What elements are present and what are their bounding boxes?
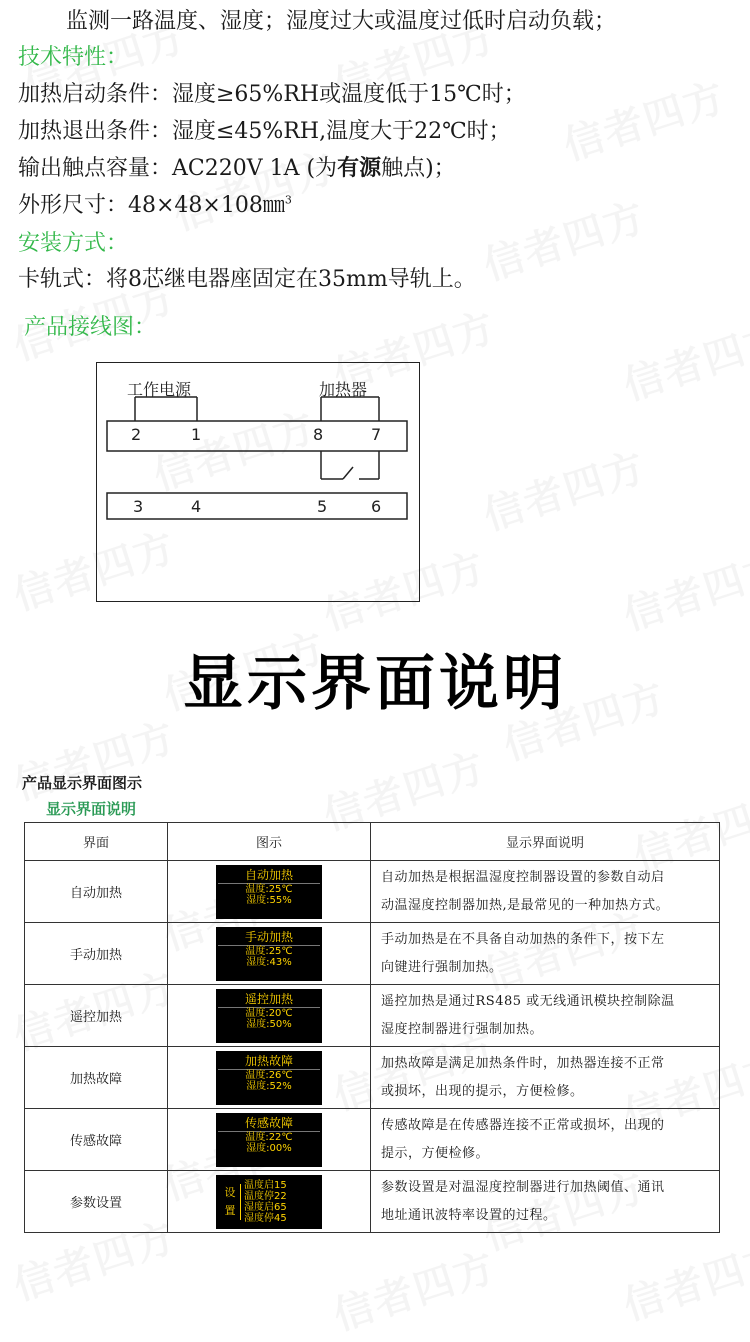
display-screen	[216, 989, 322, 1043]
table-row	[25, 1109, 720, 1171]
description-line: 湿度控制器进行强制加热。	[381, 1021, 544, 1037]
setting-line: 湿度启65	[244, 1201, 287, 1213]
screen-humidity: 湿度:00%	[246, 1142, 292, 1154]
display-screen	[216, 1113, 322, 1167]
screen-humidity: 湿度:50%	[246, 1018, 292, 1030]
description-line: 手动加热是在不具备自动加热的条件下，按下左	[381, 932, 665, 948]
screen-cell	[168, 1047, 371, 1109]
interface-name: 参数设置	[25, 1171, 168, 1233]
intro-text: 监测一路温度、湿度；湿度过大或温度过低时启动负载；	[66, 9, 617, 34]
display-screen	[216, 1175, 322, 1229]
setting-line: 温度停22	[244, 1190, 287, 1202]
screen-cell	[168, 1171, 371, 1233]
screen-settings-label: 设置	[220, 1184, 241, 1220]
spec-output-c: 触点)；	[381, 156, 456, 181]
screen-temperature: 温度:25℃	[245, 883, 293, 895]
section-title: 产品显示界面图示	[22, 774, 143, 792]
column-header: 界面	[25, 823, 168, 861]
pin-label: 4	[191, 497, 202, 516]
pin-label: 3	[133, 497, 144, 516]
watermark-text	[325, 1235, 502, 1341]
contact-switch	[343, 467, 353, 479]
spec-heat-start: 加热启动条件：湿度≥65%RH或温度低于15℃时；	[18, 82, 526, 107]
spec-size-text: 外形尺寸：48×48×108㎜	[18, 193, 285, 218]
pin-label: 5	[317, 497, 328, 516]
screen-title: 加热故障	[218, 1054, 320, 1070]
screen-temperature: 温度:26℃	[245, 1069, 293, 1081]
specs-heading: 技术特性：	[18, 45, 129, 70]
description-cell	[371, 985, 720, 1047]
description-line: 动温湿度控制器加热,是最常见的一种加热方式。	[381, 897, 670, 913]
screen-cell	[168, 985, 371, 1047]
display-screen	[216, 865, 322, 919]
watermark-text	[615, 305, 750, 411]
spec-output	[18, 151, 456, 182]
section-subtitle: 显示界面说明	[46, 800, 137, 818]
install-heading: 安装方式：	[18, 231, 129, 256]
display-screen	[216, 927, 322, 981]
table-header-row	[25, 823, 720, 861]
screen-cell	[168, 1109, 371, 1171]
table-row	[25, 861, 720, 923]
interface-name: 传感故障	[25, 1109, 168, 1171]
screen-title: 传感故障	[218, 1116, 320, 1132]
description-cell	[371, 1171, 720, 1233]
screen-temperature: 温度:22℃	[245, 1131, 293, 1143]
spec-size	[18, 188, 292, 219]
screen-temperature: 温度:20℃	[245, 1007, 293, 1019]
description-line: 遥控加热是通过RS485 或无线通讯模块控制除温	[381, 994, 675, 1010]
spec-output-a: 输出触点容量：AC220V 1A (为	[18, 156, 338, 181]
screen-title: 手动加热	[218, 930, 320, 946]
description-line: 参数设置是对温湿度控制器进行加热阈值、通讯	[381, 1180, 665, 1196]
screen-humidity: 湿度:55%	[246, 894, 292, 906]
description-line: 向键进行强制加热。	[381, 959, 503, 975]
column-header: 显示界面说明	[371, 823, 720, 861]
wiring-diagram	[96, 362, 420, 602]
bottom-terminal-strip	[107, 493, 407, 519]
heater-label: 加热器	[319, 380, 368, 399]
setting-line: 湿度停45	[244, 1212, 287, 1224]
watermark-text	[475, 435, 652, 541]
setting-line: 温度启15	[244, 1179, 287, 1191]
description-cell	[371, 923, 720, 985]
column-header: 图示	[168, 823, 371, 861]
watermark-text	[615, 1225, 750, 1331]
screen-cell	[168, 861, 371, 923]
description-line: 加热故障是满足加热条件时，加热器连接不正常	[381, 1056, 665, 1072]
description-line: 或损坏，出现的提示，方便检修。	[381, 1083, 584, 1099]
interface-name: 加热故障	[25, 1047, 168, 1109]
spec-size-sup: 3	[284, 193, 292, 207]
screen-cell	[168, 923, 371, 985]
pin-label: 8	[313, 425, 324, 444]
table-row	[25, 985, 720, 1047]
display-screen	[216, 1051, 322, 1105]
power-label: 工作电源	[127, 380, 192, 399]
pin-label: 1	[191, 425, 202, 444]
watermark-text	[475, 185, 652, 291]
description-line: 提示，方便检修。	[381, 1145, 490, 1161]
pin-label: 2	[131, 425, 142, 444]
screen-humidity: 湿度:43%	[246, 956, 292, 968]
table-body	[25, 861, 720, 1233]
interface-name: 自动加热	[25, 861, 168, 923]
spec-output-b: 有源	[337, 155, 382, 181]
watermark-text	[555, 65, 732, 171]
description-cell	[371, 861, 720, 923]
table-row	[25, 923, 720, 985]
display-table	[24, 822, 720, 1233]
pin-label: 7	[371, 425, 382, 444]
interface-name: 手动加热	[25, 923, 168, 985]
screen-temperature: 温度:25℃	[245, 945, 293, 957]
spec-heat-stop: 加热退出条件：湿度≤45%RH,温度大于22℃时；	[18, 119, 511, 144]
page-title: 显示界面说明	[183, 649, 567, 719]
pin-label: 6	[371, 497, 382, 516]
interface-name: 遥控加热	[25, 985, 168, 1047]
table-row	[25, 1171, 720, 1233]
description-cell	[371, 1109, 720, 1171]
install-text: 卡轨式：将8芯继电器座固定在35mm导轨上。	[18, 267, 476, 292]
watermark-text	[615, 535, 750, 641]
description-cell	[371, 1047, 720, 1109]
screen-title: 自动加热	[218, 868, 320, 884]
wiring-heading: 产品接线图：	[24, 315, 157, 340]
description-line: 传感故障是在传感器连接不正常或损坏，出现的	[381, 1118, 665, 1134]
table-row	[25, 1047, 720, 1109]
screen-settings-values	[241, 1180, 287, 1224]
description-line: 自动加热是根据温湿度控制器设置的参数自动启	[381, 870, 665, 886]
screen-humidity: 湿度:52%	[246, 1080, 292, 1092]
description-line: 地址通讯波特率设置的过程。	[381, 1207, 557, 1223]
top-terminal-strip	[107, 421, 407, 451]
screen-title: 遥控加热	[218, 992, 320, 1008]
